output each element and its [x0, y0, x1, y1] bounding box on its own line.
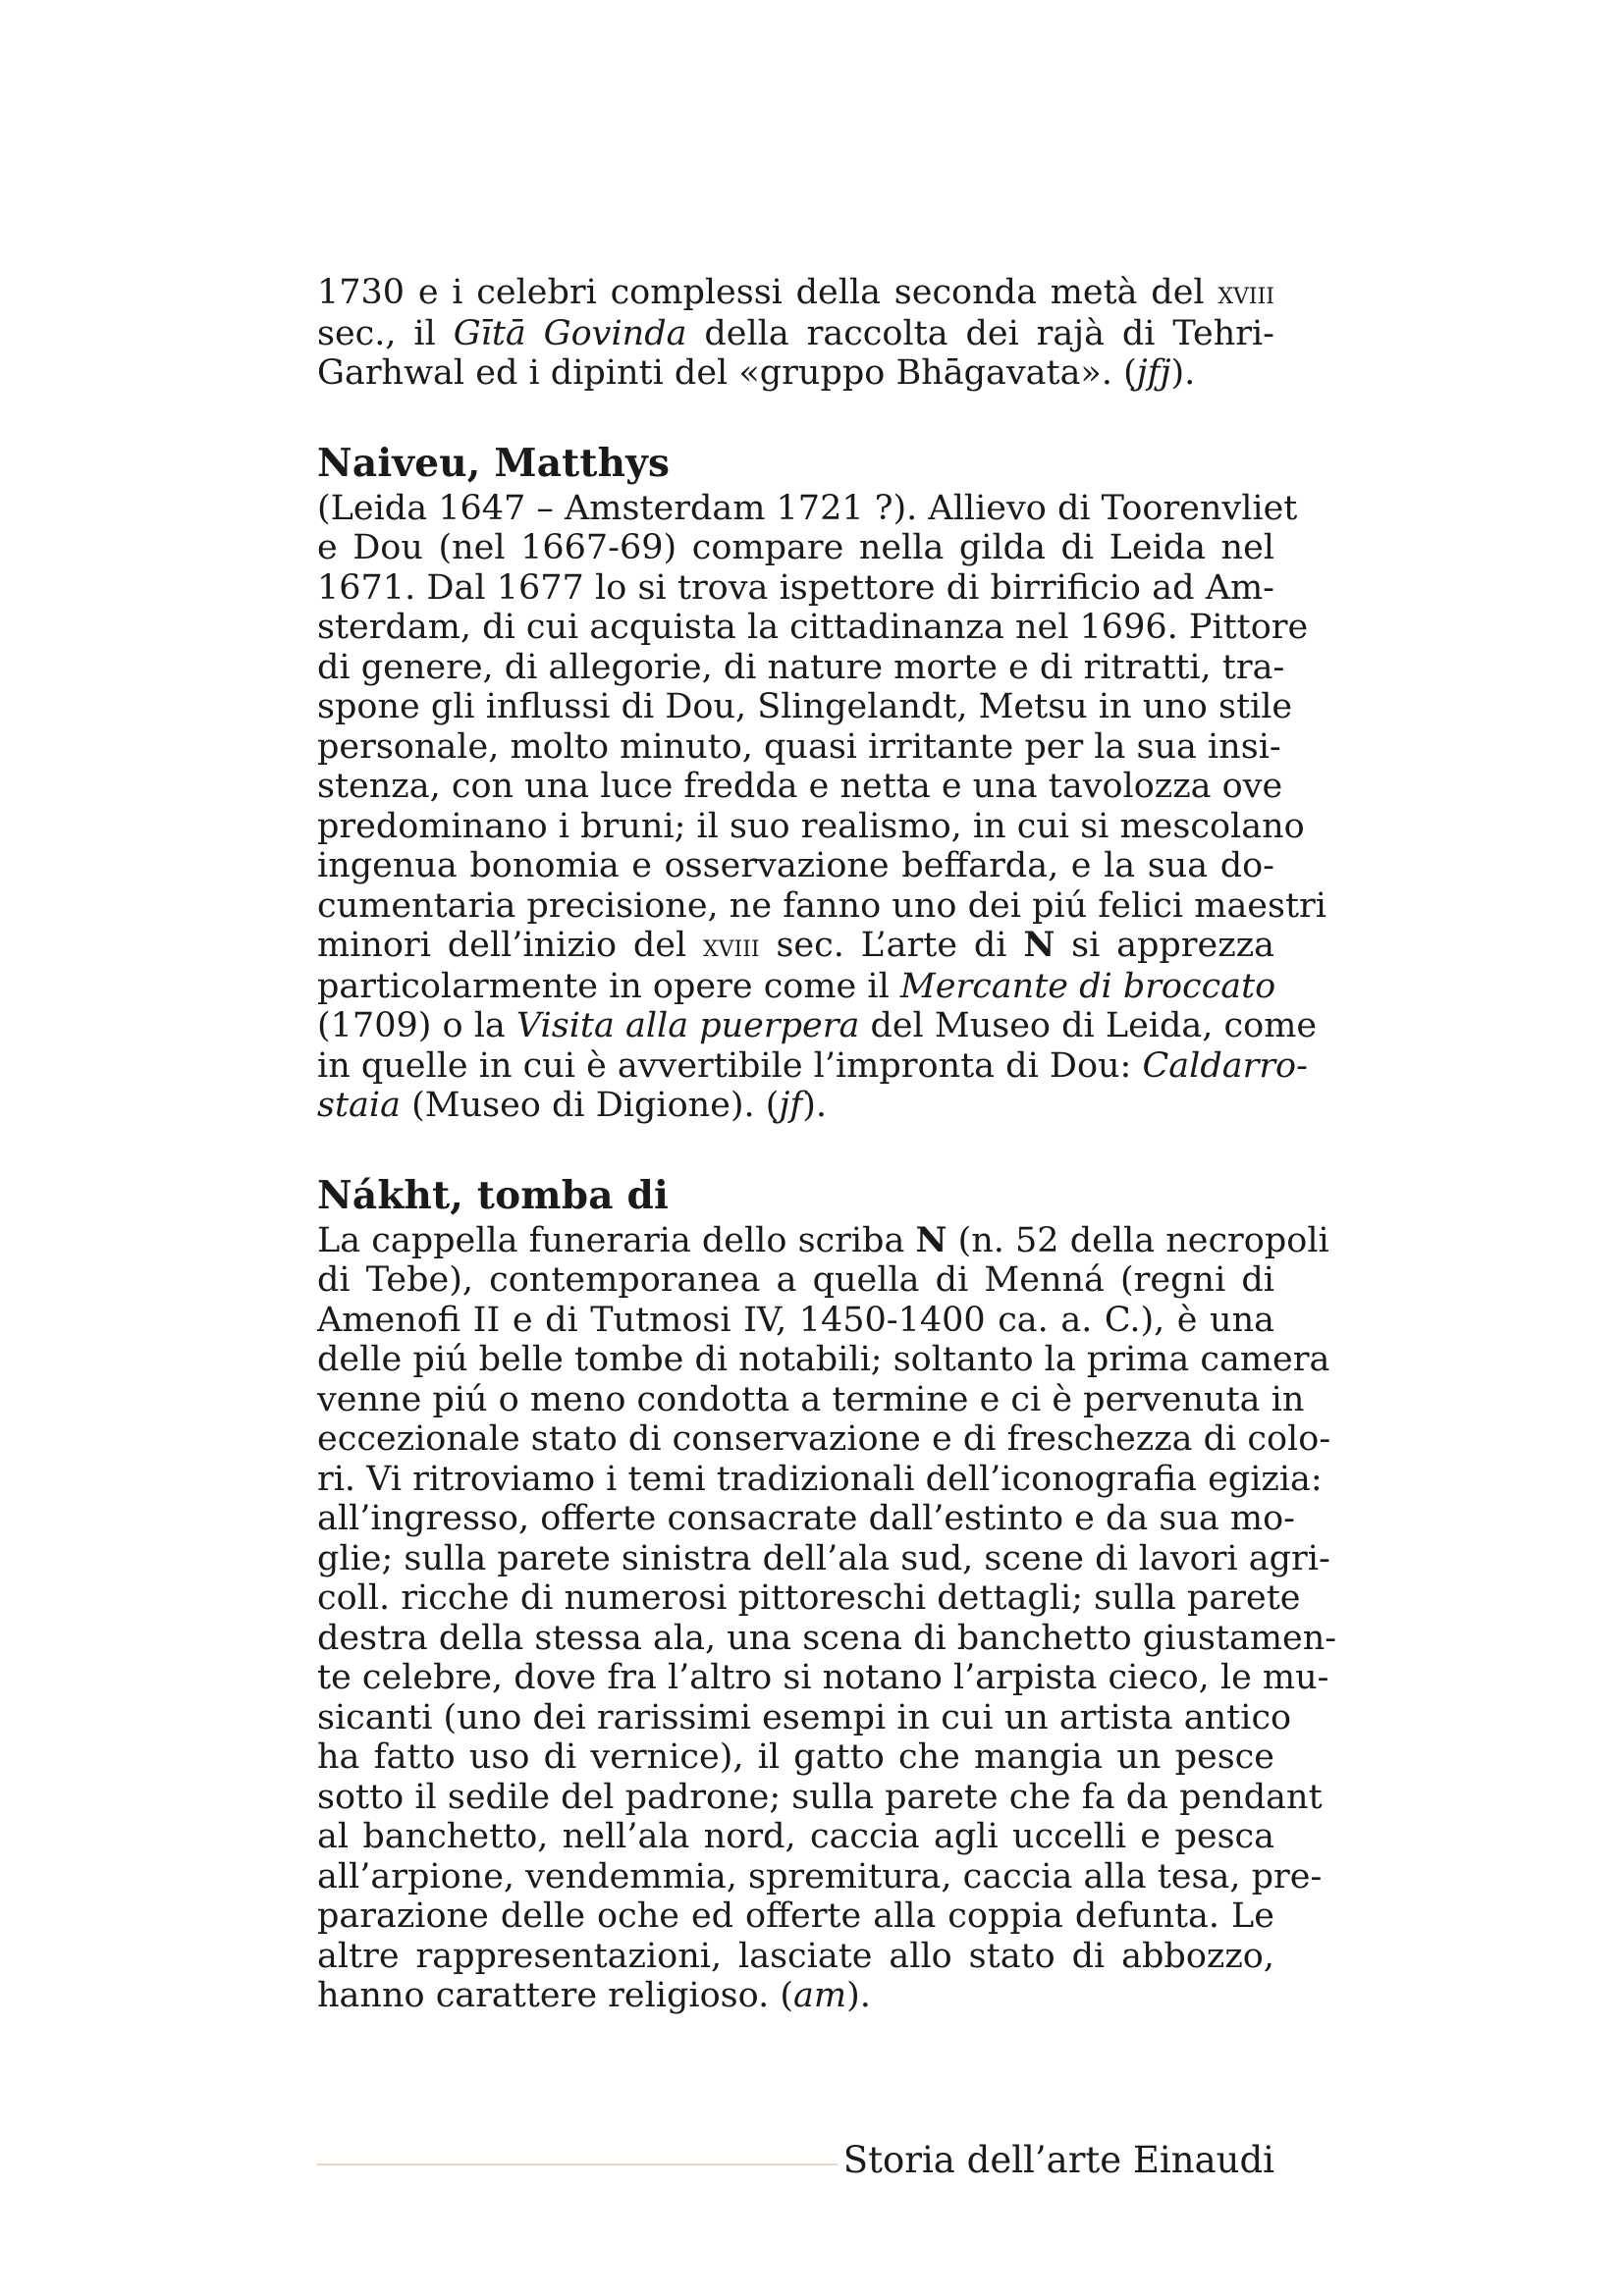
entry-line: all’arpione, vendemmia, spremitura, caccia alla tesa, pre-: [317, 1856, 1323, 1896]
entry-line: altre rappresentazioni, lasciate allo stato di abbozzo,: [317, 1936, 1274, 1976]
entry-line: glie; sulla parete sinistra dell’ala sud, scene di lavori agri-: [317, 1538, 1330, 1578]
entry-line: Amenofi II e di Tutmosi IV, 1450-1400 ca. a. C.), è una: [317, 1300, 1274, 1340]
entry-body: [317, 1219, 1337, 2016]
entry-line: di genere, di allegorie, di nature morte e di ritratti, tra-: [317, 647, 1285, 687]
entry-line: ri. Vi ritroviamo i temi tradizionali dell’iconografia egizia:: [317, 1459, 1323, 1499]
entry-line: (1709) o la Visita alla puerpera del Museo di Leida, come: [317, 1006, 1318, 1045]
entry-line: particolarmente in opere come il Mercante di broccato: [317, 966, 1276, 1006]
entry-line: sicanti (uno dei rarissimi esempi in cui un artista antico: [317, 1697, 1292, 1737]
intro-paragraph: [317, 273, 1274, 394]
work-title: Caldarro-: [1142, 1045, 1308, 1086]
entry-line: al banchetto, nell’ala nord, caccia agli uccelli e pesca: [317, 1817, 1274, 1856]
entry-line: La cappella funeraria dello scriba N (n. 52 della necropoli: [317, 1219, 1329, 1260]
entry-line: staia (Museo di Digione). (jf).: [317, 1086, 828, 1125]
entry-line: (Leida 1647 – Amsterdam 1721 ?). Allievo di Toorenvliet: [317, 488, 1298, 528]
entry-line: 1671. Dal 1677 lo si trova ispettore di birrificio ad Am-: [317, 567, 1274, 608]
entry-line: te celebre, dove fra l’altro si notano l’arpista cieco, le mu-: [317, 1658, 1329, 1697]
entry-line: venne piú o meno condotta a termine e ci è pervenuta in: [317, 1379, 1305, 1419]
work-title: staia: [317, 1086, 401, 1125]
entry-line: coll. ricche di numerosi pittoreschi dettagli; sulla parete: [317, 1578, 1301, 1618]
intro-line-2: sec., il Gītā Govinda della raccolta dei rajà di Tehri-: [317, 313, 1274, 353]
entry-line: stenza, con una luce fredda e netta e una tavolozza ove: [317, 767, 1283, 806]
author-initials: am: [793, 1976, 847, 2015]
intro-line-1: 1730 e i celebri complessi della seconda metà del xviii: [317, 273, 1274, 312]
entry-line: minori dell’inizio del xviii sec. L’arte di N si apprezza: [317, 925, 1274, 965]
entry-line: predominano i bruni; il suo realismo, in cui si mescolano: [317, 806, 1305, 846]
entry-nakht: [317, 1170, 1337, 2016]
entry-heading: Nákht, tomba di: [317, 1172, 669, 1218]
author-initials: jf: [779, 1086, 803, 1125]
entry-line: cumentaria precisione, ne fanno uno dei piú felici maestri: [317, 885, 1326, 926]
entry-line: personale, molto minuto, quasi irritante per la sua insi-: [317, 726, 1281, 767]
entry-line: ha fatto uso di vernice), il gatto che mangia un pesce: [317, 1737, 1274, 1777]
entry-line: e Dou (nel 1667-69) compare nella gilda di Leida nel: [317, 528, 1274, 567]
entry-body: [317, 488, 1326, 1126]
entry-line: destra della stessa ala, una scena di banchetto giustamen-: [317, 1618, 1337, 1658]
footer-publisher: Storia dell’arte Einaudi: [842, 2139, 1274, 2181]
entry-line: eccezionale stato di conservazione e di freschezza di colo-: [317, 1419, 1331, 1459]
page-footer: [317, 2136, 1274, 2185]
work-title: Visita alla puerpera: [515, 1006, 860, 1045]
entry-line: parazione delle oche ed offerte alla coppia defunta. Le: [317, 1896, 1274, 1936]
entry-line: ingenua bonomia e osservazione beffarda, e la sua do-: [317, 846, 1274, 885]
footer-rule: [317, 2163, 838, 2165]
entry-line: all’ingresso, offerte consacrate dall’estinto e da sua mo-: [317, 1499, 1295, 1538]
entry-line: di Tebe), contemporanea a quella di Menná (regni di: [317, 1260, 1274, 1300]
entry-naiveu: [317, 438, 1326, 1126]
entry-line: delle piú belle tombe di notabili; soltanto la prima camera: [317, 1340, 1330, 1379]
entry-heading: Naiveu, Matthys: [317, 440, 671, 486]
entry-line: sotto il sedile del padrone; sulla parete che fa da pendant: [317, 1777, 1323, 1817]
entry-line: spone gli influssi di Dou, Slingelandt, Metsu in uno stile: [317, 687, 1293, 726]
gita-govinda-title: Gītā Govinda: [453, 313, 687, 353]
entry-line: in quelle in cui è avvertibile l’impronta di Dou: Caldarro-: [317, 1045, 1308, 1086]
work-title: Mercante di broccato: [899, 966, 1276, 1006]
intro-line-3: Garhwal ed i dipinti del «gruppo Bhāgavata». (jfj).: [317, 353, 1196, 393]
author-initials: jfj: [1136, 353, 1171, 393]
entry-line: sterdam, di cui acquista la cittadinanza nel 1696. Pittore: [317, 608, 1309, 647]
text-column: [317, 273, 1337, 2016]
entry-line: hanno carattere religioso. (am).: [317, 1976, 871, 2015]
